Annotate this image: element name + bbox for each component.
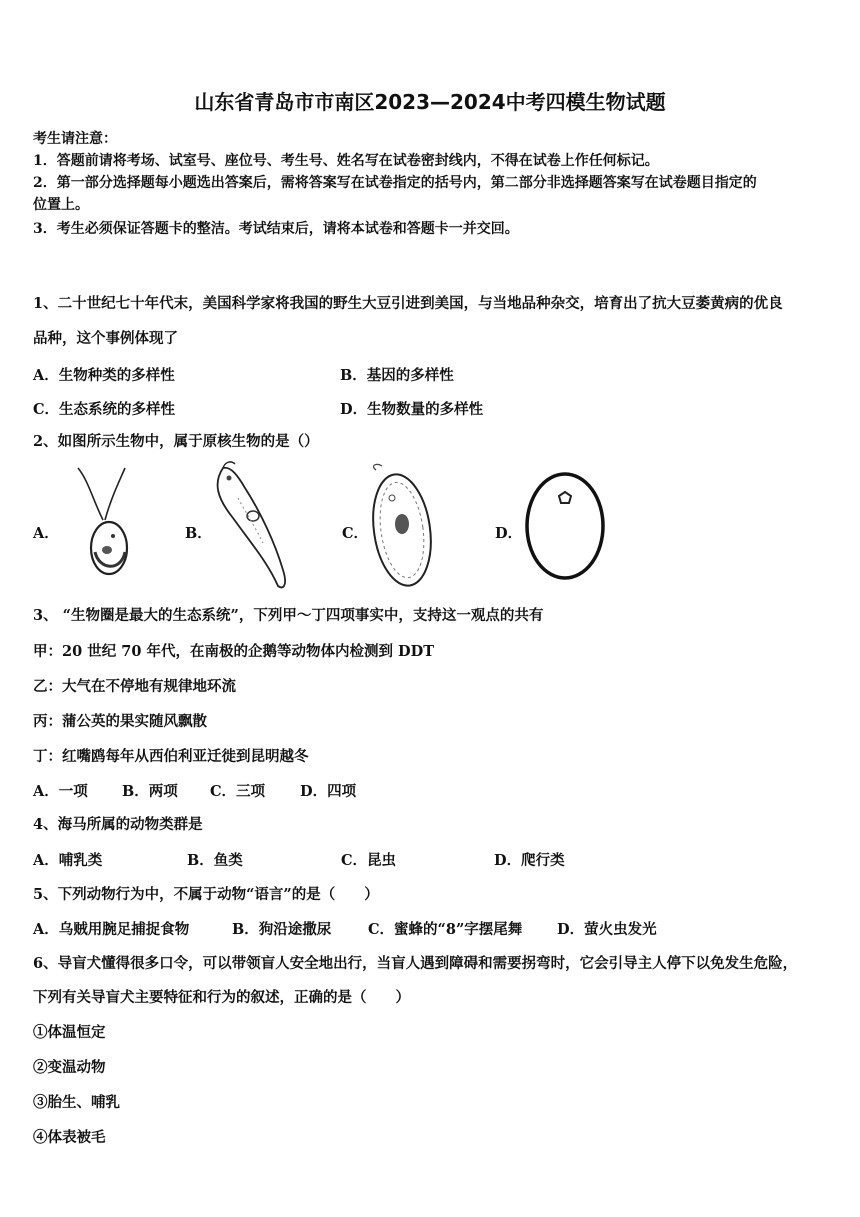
q5-option-d: D．萤火虫发光 (557, 921, 657, 938)
q4-option-b: B．鱼类 (187, 852, 243, 869)
q6-statement-4: ④体表被毛 (33, 1129, 106, 1146)
question-3-stem: 3、 “生物圈是最大的生态系统”，下列甲～丁四项事实中，支持这一观点的共有 (33, 607, 544, 624)
question-4-stem: 4、海马所属的动物类群是 (33, 816, 203, 833)
question-6-stem-cont: 下列有关导盲犬主要特征和行为的叙述，正确的是（ ） (33, 989, 410, 1006)
q3-fact-bing: 丙：蒲公英的果实随风飘散 (33, 713, 207, 730)
question-5-stem: 5、下列动物行为中，不属于动物“语言”的是（ ） (33, 886, 379, 903)
q3-fact-yi: 乙：大气在不停地有规律地环流 (33, 678, 236, 695)
q1-option-a: A．生物种类的多样性 (33, 367, 175, 384)
q3-option-b: B．两项 (122, 783, 178, 800)
notice-item: 1．答题前请将考场、试室号、座位号、考生号、姓名写在试卷密封线内，不得在试卷上作任何标记。 (33, 153, 659, 169)
q1-option-c: C．生态系统的多样性 (33, 401, 176, 418)
q3-fact-ding: 丁：红嘴鸥每年从西伯利亚迁徙到昆明越冬 (33, 748, 309, 765)
question-1-stem-cont: 品种，这个事例体现了 (33, 330, 178, 347)
q2-option-b-label: B． (185, 525, 212, 542)
q2-option-a-label: A． (33, 525, 59, 542)
q2-option-c-label: C． (342, 525, 369, 542)
notice-item: 位置上。 (33, 197, 89, 213)
question-1-stem: 1、二十世纪七十年代末，美国科学家将我国的野生大豆引进到美国，与当地品种杂交，培育出了抗大豆萎黄病的优良 (33, 295, 783, 312)
page-title: 山东省青岛市市南区2023—2024中考四模生物试题 (194, 90, 666, 114)
q4-option-a: A．哺乳类 (33, 852, 103, 869)
q4-option-c: C．昆虫 (341, 852, 397, 869)
notice-item: 2．第一部分选择题每小题选出答案后，需将答案写在试卷指定的括号内，第二部分非选择题答案写在试卷题目指定的 (33, 175, 757, 191)
question-2-stem: 2、如图所示生物中，属于原核生物的是（） (33, 433, 319, 450)
q2-option-d (493, 460, 643, 595)
q3-option-c: C．三项 (210, 783, 266, 800)
q2-option-a (33, 460, 183, 590)
notice-item: 3．考生必须保证答题卡的整洁。考试结束后，请将本试卷和答题卡一并交回。 (33, 221, 519, 237)
q4-option-d: D．爬行类 (494, 852, 565, 869)
q2-option-c (340, 458, 490, 593)
q1-option-b: B．基因的多样性 (340, 367, 454, 384)
q2-option-d-label: D． (495, 525, 523, 542)
q3-option-a: A．一项 (33, 783, 88, 800)
q3-fact-jia: 甲：20 世纪 70 年代，在南极的企鹅等动物体内检测到 DDT (33, 643, 434, 660)
q6-statement-2: ②变温动物 (33, 1059, 106, 1076)
q1-option-d: D．生物数量的多样性 (340, 401, 484, 418)
q5-option-a: A．乌贼用腕足捕捉食物 (33, 921, 190, 938)
q5-option-b: B．狗沿途撒尿 (232, 921, 332, 938)
q2-option-b (183, 458, 333, 593)
notice-heading: 考生请注意： (33, 131, 117, 147)
q3-option-d: D．四项 (300, 783, 357, 800)
question-6-stem: 6、导盲犬懂得很多口令，可以带领盲人安全地出行，当盲人遇到障碍和需要拐弯时，它会引导主人停下以免发生危险， (33, 955, 798, 972)
q6-statement-3: ③胎生、哺乳 (33, 1094, 120, 1111)
q6-statement-1: ①体温恒定 (33, 1024, 106, 1041)
q5-option-c: C．蜜蜂的“8”字摆尾舞 (368, 921, 523, 938)
